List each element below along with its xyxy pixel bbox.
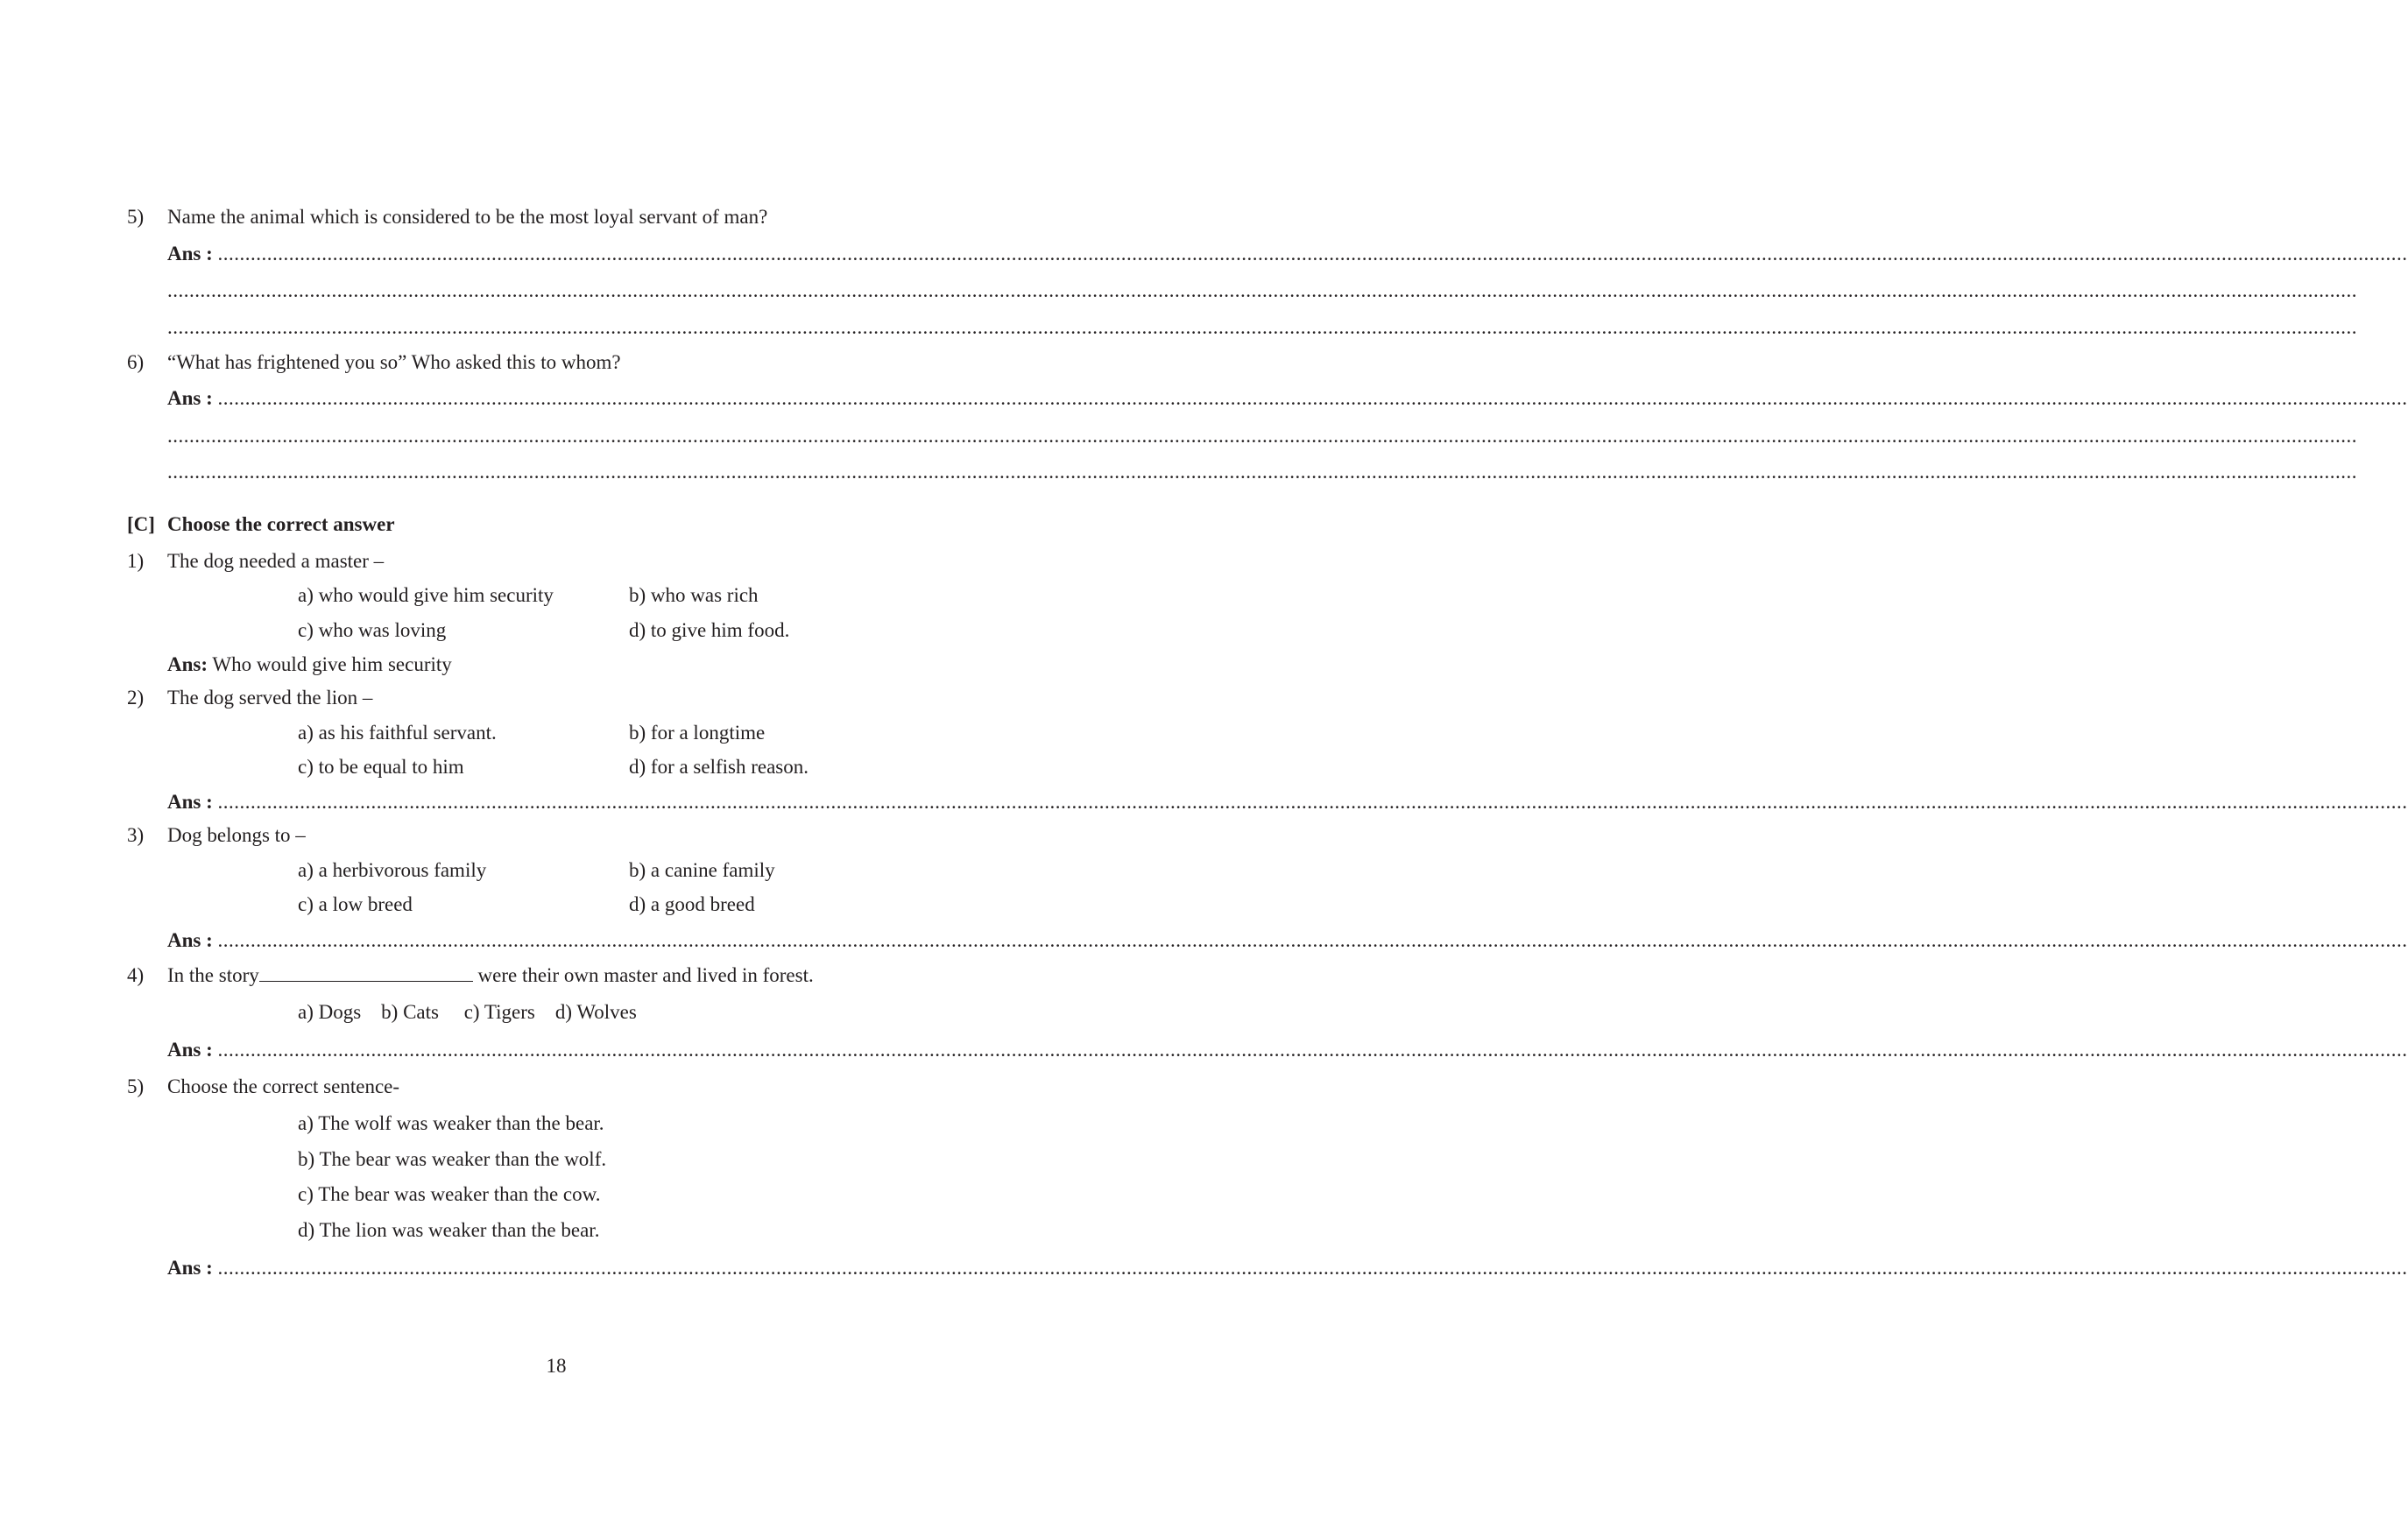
answer-label: Ans : [167, 929, 213, 951]
option: c) to be equal to him [298, 756, 464, 778]
answer-line [167, 1256, 2408, 1280]
answer-label: Ans: [167, 653, 208, 675]
option: c) who was loving [298, 619, 447, 641]
answer-line [167, 928, 2408, 953]
section-heading: Choose the correct answer [167, 513, 395, 535]
answer-dots: ................................................................................................................................................................................................................................................................................................................................................................................................................ [217, 1257, 2408, 1279]
answer-line [167, 242, 2408, 266]
question-text: The dog needed a master – [167, 550, 385, 572]
question-text: Dog belongs to – [167, 824, 306, 846]
option: c) The bear was weaker than the cow. [298, 1183, 601, 1205]
question-number: 5) [127, 206, 145, 228]
options-row: a) Dogs b) Cats c) Tigers d) Wolves [298, 1001, 637, 1023]
answer-dots: ................................................................................................................................................................................................................................................................................................................................................................................................................ [167, 279, 2357, 301]
question-text: Name the animal which is considered to be the most loyal servant of man? [167, 206, 768, 228]
question-text [167, 963, 814, 988]
question-number: 4) [127, 964, 145, 986]
option: d) The lion was weaker than the bear. [298, 1219, 600, 1241]
answer-text: Who would give him security [212, 653, 452, 675]
option: a) The wolf was weaker than the bear. [298, 1112, 604, 1134]
answer-label: Ans : [167, 1039, 213, 1061]
answer-label: Ans : [167, 387, 213, 409]
answer-line [167, 386, 2408, 411]
answer-dots: ................................................................................................................................................................................................................................................................................................................................................................................................................ [217, 387, 2408, 409]
answer-line [167, 652, 452, 677]
option: b) The bear was weaker than the wolf. [298, 1148, 607, 1170]
answer-dots: ................................................................................................................................................................................................................................................................................................................................................................................................................ [217, 791, 2408, 813]
option: d) for a selfish reason. [629, 756, 809, 778]
question-number: 2) [127, 687, 145, 709]
section-label: [C] [127, 513, 155, 535]
option: b) for a longtime [629, 722, 766, 744]
answer-label: Ans : [167, 791, 213, 813]
option: a) as his faithful servant. [298, 722, 497, 744]
question-text: “What has frightened you so” Who asked this to whom? [167, 351, 621, 373]
answer-label: Ans : [167, 243, 213, 264]
answer-dots: ................................................................................................................................................................................................................................................................................................................................................................................................................ [167, 316, 2357, 338]
option: b) who was rich [629, 584, 759, 606]
answer-dots: ................................................................................................................................................................................................................................................................................................................................................................................................................ [217, 243, 2408, 264]
option: d) a good breed [629, 893, 755, 915]
question-text-before: In the story [167, 964, 259, 986]
question-text: Choose the correct sentence- [167, 1075, 400, 1097]
answer-dots: ................................................................................................................................................................................................................................................................................................................................................................................................................ [217, 929, 2408, 951]
page-number: 18 [546, 1355, 567, 1377]
answer-line [167, 790, 2408, 814]
question-number: 5) [127, 1075, 145, 1097]
answer-label: Ans : [167, 1257, 213, 1279]
answer-dots: ................................................................................................................................................................................................................................................................................................................................................................................................................ [167, 425, 2357, 447]
option: d) to give him food. [629, 619, 790, 641]
option: c) a low breed [298, 893, 413, 915]
answer-line [167, 1038, 2408, 1062]
question-text-after: were their own master and lived in forest. [472, 964, 814, 986]
fill-blank [259, 963, 473, 982]
option: a) a herbivorous family [298, 859, 487, 881]
answer-dots: ................................................................................................................................................................................................................................................................................................................................................................................................................ [217, 1039, 2408, 1061]
option: b) a canine family [629, 859, 775, 881]
question-text: The dog served the lion – [167, 687, 373, 709]
question-number: 1) [127, 550, 145, 572]
question-number: 3) [127, 824, 145, 846]
answer-dots: ................................................................................................................................................................................................................................................................................................................................................................................................................ [167, 461, 2357, 483]
question-number: 6) [127, 351, 145, 373]
option: a) who would give him security [298, 584, 554, 606]
